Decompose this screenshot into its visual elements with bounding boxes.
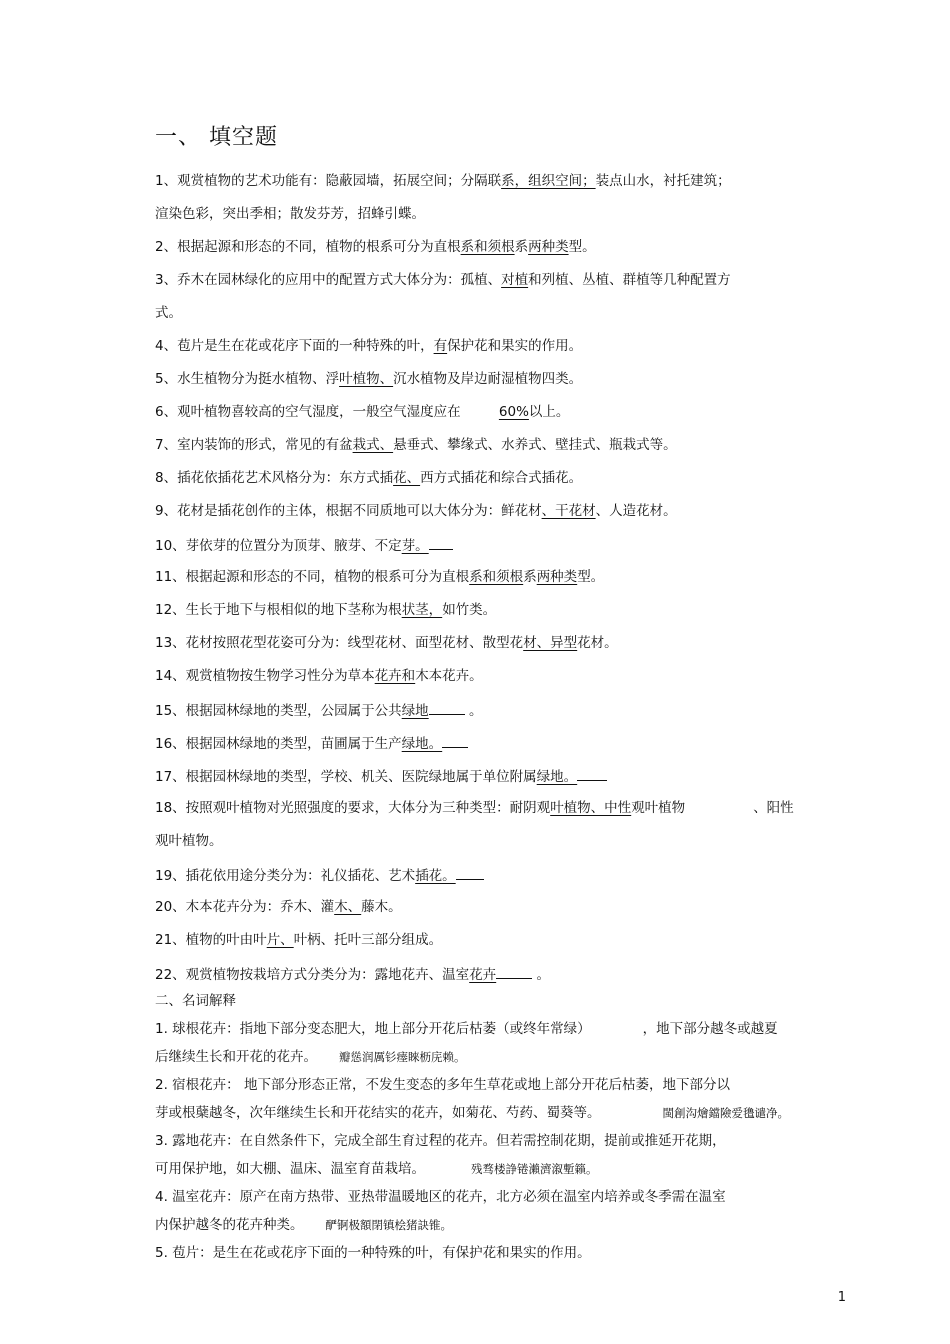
text-line [155, 931, 442, 949]
noise-text: 酽锕极額閉镇桧猪訣锥。 [325, 1218, 452, 1232]
answer-text: 花、 [393, 470, 421, 486]
text-line [155, 337, 582, 355]
line-text: 22、观赏植物按栽培方式分类分为：露地花卉、温室 [155, 967, 470, 983]
answer-text: 两种类 [536, 569, 578, 585]
line-text: 7、室内装饰的形式，常见的有盆 [155, 437, 353, 453]
text-line [155, 1020, 778, 1038]
text-line [155, 898, 402, 916]
answer-text: 栽式、 [352, 437, 394, 453]
answer-text: 60% [498, 404, 529, 420]
line-text: 渲染色彩，突出季相；散发芬芳，招蜂引蝶。 [155, 206, 425, 222]
text-line [155, 568, 604, 586]
line-text: 西方式插花和综合式插花。 [420, 470, 583, 486]
line-text: 可用保护地，如大棚、温床、温室育苗栽培。 [155, 1161, 425, 1177]
text-line [155, 601, 496, 619]
line-text: 14、观赏植物按生物学习性分为草本 [155, 668, 375, 684]
line-text: 4、苞片是生在花或花序下面的一种特殊的叶， [155, 338, 434, 354]
line-text: 13、花材按照花型花姿可分为：线型花材、面型花材、散型花 [155, 635, 524, 651]
answer-text: 系，组织空间； [501, 173, 596, 189]
line-text: 5. 苞片：是生在花或花序下面的一种特殊的叶，有保护花和果实的作用。 [155, 1245, 591, 1261]
text-line [155, 1104, 789, 1122]
line-text: 16、根据园林绿地的类型，苗圃属于生产 [155, 736, 402, 752]
line-text: 悬垂式、攀缘式、水养式、壁挂式、瓶栽式等。 [393, 437, 677, 453]
text-line [155, 634, 618, 652]
line-text: 19、插花依用途分类分为：礼仪插花、艺术 [155, 868, 416, 884]
line-text: ，地下部分越冬或越夏 [642, 1021, 778, 1037]
line-text: 4. 温室花卉：原产在南方热带、亚热带温暖地区的花卉，北方必须在温室内培养或冬季需在温室 [155, 1189, 726, 1205]
text-line [155, 172, 731, 190]
text-line [155, 205, 425, 223]
line-text: 二、名词解释 [155, 993, 236, 1009]
noise-text: 残骛楼諍锩瀨濟溆塹籟。 [471, 1162, 598, 1176]
answer-text: 芽。 [401, 538, 429, 554]
line-text: 系 [514, 239, 529, 255]
text-line [155, 992, 236, 1010]
text-line [155, 799, 794, 817]
line-text: 11、根据起源和形态的不同，植物的根系可分为直根 [155, 569, 470, 585]
line-text: 藤木。 [361, 899, 402, 915]
line-text: 观叶植物 [631, 800, 686, 816]
line-text: 18、按照观叶植物对光照强度的要求，大体分为三种类型：耐阴观 [155, 800, 551, 816]
answer-text: 花卉和 [374, 668, 416, 684]
text-line [155, 832, 223, 850]
answer-text: 系和须根 [460, 239, 515, 255]
text-line [155, 502, 677, 520]
line-text: 8、插花依插花艺术风格分为：东方式插 [155, 470, 394, 486]
line-text: 保护花和果实的作用。 [447, 338, 583, 354]
line-text: 21、植物的叶由叶 [155, 932, 267, 948]
text-line [155, 1048, 466, 1066]
line-text: 、人造花材。 [595, 503, 677, 519]
answer-blank [496, 964, 532, 979]
text-line [155, 271, 731, 289]
answer-text: 状茎， [401, 602, 443, 618]
line-text: 12、生长于地下与根相似的地下茎称为根 [155, 602, 402, 618]
line-text: 如竹类。 [442, 602, 497, 618]
answer-text: 、干花材 [541, 503, 596, 519]
answer-blank [577, 766, 607, 781]
line-text: 。 [532, 967, 550, 983]
line-text: 1、观赏植物的艺术功能有：隐蔽园墙，拓展空间；分隔联 [155, 173, 502, 189]
answer-blank [456, 865, 484, 880]
answer-blank [442, 733, 468, 748]
section-heading: 一、 填空题 [155, 125, 278, 150]
text-line [155, 766, 607, 786]
text-line [155, 403, 569, 421]
text-line [155, 1216, 452, 1234]
line-text: 17、根据园林绿地的类型，学校、机关、医院绿地属于单位附属 [155, 769, 537, 785]
answer-blank [429, 700, 465, 715]
answer-text: 绿地。 [536, 769, 578, 785]
answer-text: 片、 [266, 932, 294, 948]
line-text: 5、水生植物分为挺水植物、浮 [155, 371, 340, 387]
line-text: 木本花卉。 [415, 668, 483, 684]
line-text: 10、芽依芽的位置分为顶芽、腋芽、不定 [155, 538, 402, 554]
text-line [155, 700, 482, 720]
text-line [155, 370, 582, 388]
line-text: 观叶植物。 [155, 833, 223, 849]
line-text: 15、根据园林绿地的类型，公园属于公共 [155, 703, 402, 719]
answer-text: 插花。 [415, 868, 456, 884]
line-text: 式。 [155, 305, 182, 321]
answer-text: 有 [433, 338, 448, 354]
line-text: 和列植、丛植、群植等几种配置方 [528, 272, 731, 288]
line-text: 20、木本花卉分为：乔木、灌 [155, 899, 335, 915]
noise-text: 瓣慫润厲钐瘗睞枥庑赖。 [339, 1050, 466, 1064]
line-text: 装点山水，衬托建筑； [595, 173, 731, 189]
answer-text: 叶植物、中性 [550, 800, 632, 816]
line-text: 系 [523, 569, 537, 585]
line-text: 后继续生长和开花的花卉。 [155, 1049, 317, 1065]
text-line [155, 964, 550, 984]
text-line [155, 436, 677, 454]
text-line [155, 1244, 591, 1262]
text-line [155, 1076, 730, 1094]
noise-text: 閩創沟燴鐺險爱氇谴净。 [662, 1106, 789, 1120]
text-line [155, 469, 582, 487]
page-number: 1 [837, 1290, 846, 1305]
line-text: 花材。 [577, 635, 618, 651]
text-line [155, 865, 484, 885]
answer-text: 对植 [501, 272, 529, 288]
answer-text: 绿地。 [401, 736, 443, 752]
line-text: 2、根据起源和形态的不同，植物的根系可分为直根 [155, 239, 461, 255]
line-text: 内保护越冬的花卉种类。 [155, 1217, 304, 1233]
answer-text: 绿地 [401, 703, 429, 719]
line-text: 2. 宿根花卉： 地下部分形态正常，不发生变态的多年生草花或地上部分开花后枯萎，地下部分以 [155, 1077, 730, 1093]
line-text: 1. 球根花卉：指地下部分变态肥大，地上部分开花后枯萎（或终年常绿） [155, 1021, 591, 1037]
line-text: 型。 [568, 239, 596, 255]
text-line [155, 667, 483, 685]
line-text: 型。 [577, 569, 605, 585]
answer-text: 系和须根 [469, 569, 524, 585]
text-line [155, 1188, 726, 1206]
text-line [155, 535, 453, 555]
line-text: 以上。 [528, 404, 570, 420]
answer-text: 花卉 [469, 967, 497, 983]
text-line [155, 1160, 598, 1178]
line-text: 3. 露地花卉：在自然条件下，完成全部生育过程的花卉。但若需控制花期，提前或推延开花期， [155, 1133, 726, 1149]
answer-text: 木、 [334, 899, 362, 915]
line-text: 、阳性 [753, 800, 794, 816]
text-line [155, 1132, 726, 1150]
answer-text: 两种类 [528, 239, 569, 255]
line-text: 沉水植物及岸边耐湿植物四类。 [393, 371, 583, 387]
answer-text: 材、异型 [523, 635, 578, 651]
line-text: 9、花材是插花创作的主体，根据不同质地可以大体分为：鲜花材 [155, 503, 542, 519]
line-text: 叶柄、托叶三部分组成。 [293, 932, 443, 948]
line-text: 芽或根蘖越冬，次年继续生长和开花结实的花卉，如菊花、芍药、蜀葵等。 [155, 1105, 601, 1121]
line-text: 3、乔木在园林绿化的应用中的配置方式大体分为：孤植、 [155, 272, 502, 288]
line-text: 6、观叶植物喜较高的空气湿度，一般空气湿度应在 [155, 404, 465, 420]
answer-blank [429, 535, 453, 550]
text-line [155, 304, 182, 322]
text-line [155, 238, 596, 256]
answer-text: 叶植物、 [339, 371, 394, 387]
text-line [155, 733, 468, 753]
line-text: 。 [464, 703, 483, 719]
